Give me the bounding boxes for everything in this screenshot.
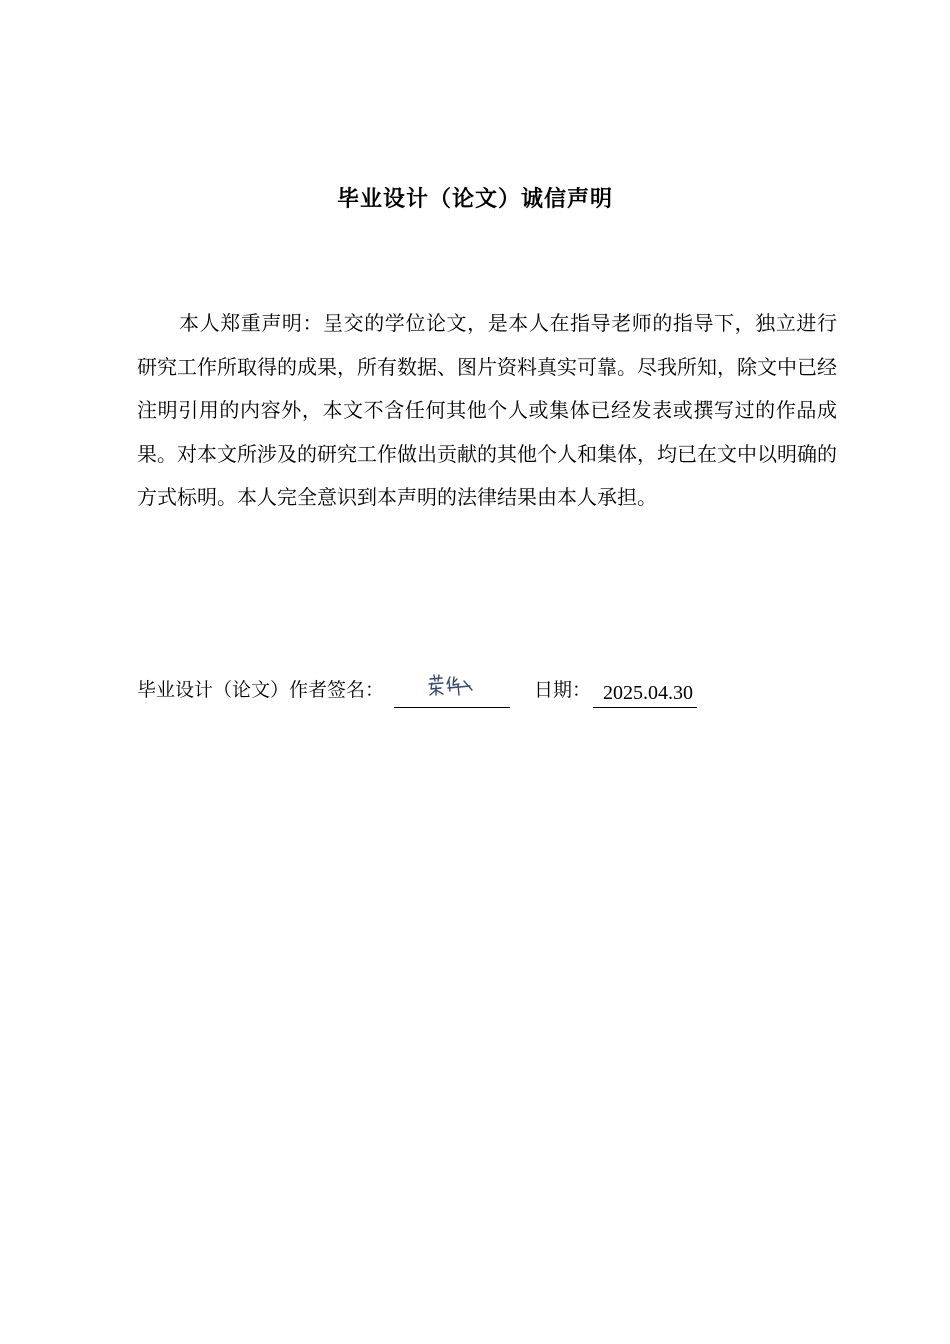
handwritten-signature [426,673,476,701]
date-value: 2025.04.30 [593,679,697,708]
signature-field [394,679,510,708]
page-title: 毕业设计（论文）诚信声明 [336,187,613,212]
date-label: 日期： [534,679,592,701]
signature-row [137,672,837,708]
statement-paragraph: 本人郑重声明：呈交的学位论文，是本人在指导老师的指导下，独立进行研究工作所取得的成果，所有数据、图片资料真实可靠。尽我所知，除文中已经注明引用的内容外，本文不含任何其他个人或集体已经发表或撰写过的作品成果。对本文所涉及的研究工作做出贡献的其他个人和集体，均已在文中以明确的方式标明。本人完全意识到本声明的法律结果由本人承担。 [137,311,837,509]
signature-label: 毕业设计（论文）作者签名： [137,679,385,701]
